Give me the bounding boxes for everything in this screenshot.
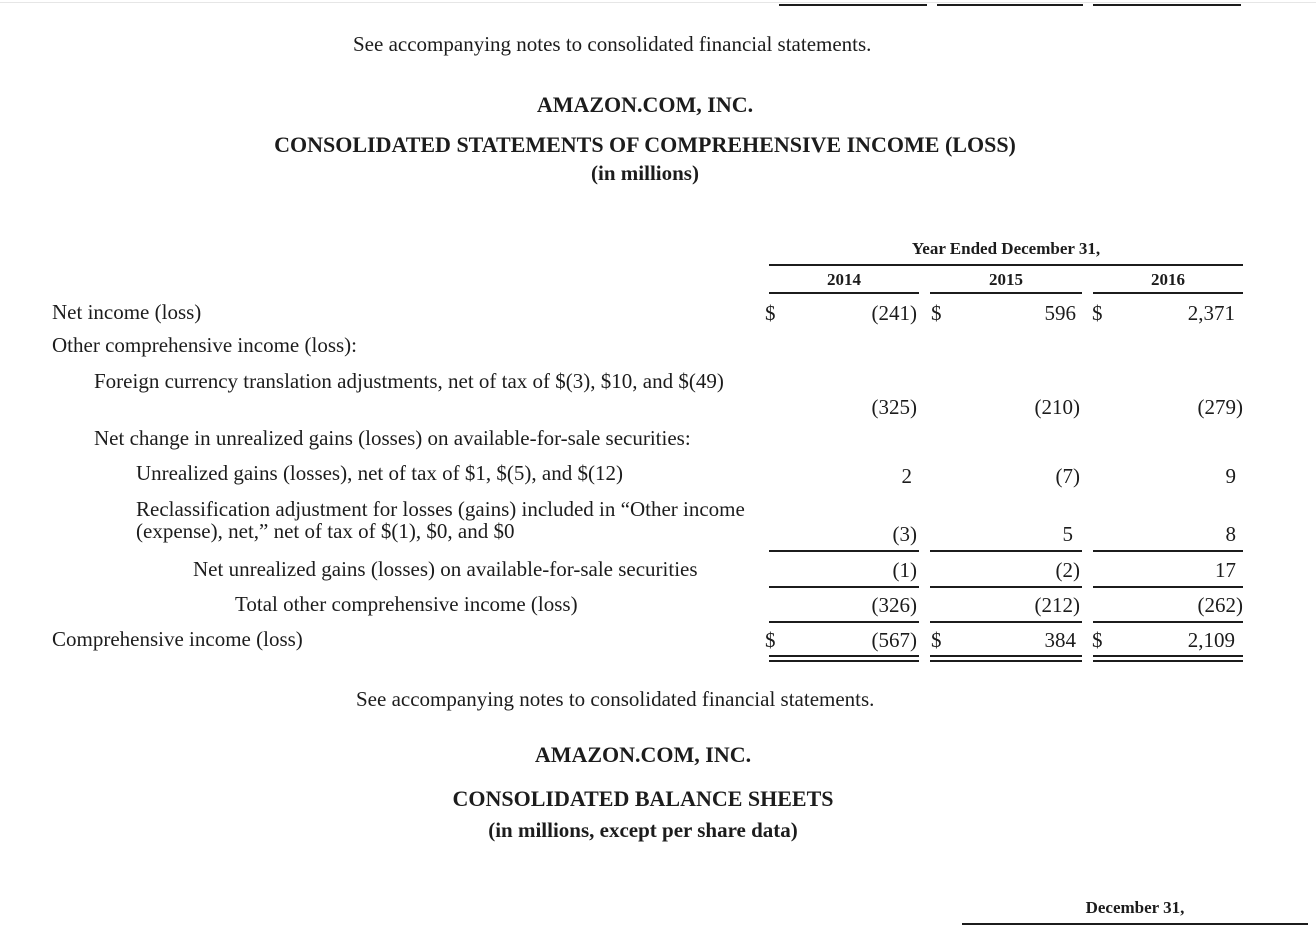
year-header-2014: 2014 bbox=[827, 270, 861, 289]
company-name: AMAZON.COM, INC. bbox=[536, 92, 754, 117]
prev-rule-2014 bbox=[779, 4, 927, 6]
cell-unrealized-gains-2015: (7) bbox=[1055, 464, 1080, 488]
balance-sheet-title: CONSOLIDATED BALANCE SHEETS bbox=[452, 786, 834, 811]
prev-rule-2015 bbox=[937, 4, 1083, 6]
year-rule-2015 bbox=[930, 292, 1082, 294]
subtotal-rule-2015 bbox=[930, 550, 1082, 552]
cell-foreign-currency-2016: (279) bbox=[1197, 395, 1243, 419]
total-rule-2016 bbox=[1093, 586, 1243, 588]
period-header-rule bbox=[769, 264, 1243, 266]
cell-reclassification-2015: 5 bbox=[1062, 522, 1073, 546]
year-rule-2016 bbox=[1093, 292, 1243, 294]
subtotal-rule-2016 bbox=[1093, 550, 1243, 552]
bottom-note: See accompanying notes to consolidated financial statements. bbox=[356, 687, 875, 711]
balance-sheet-units: (in millions, except per share data) bbox=[488, 818, 798, 842]
cell-total-oci-2015: (212) bbox=[1034, 593, 1080, 617]
double-rule-top-2015 bbox=[930, 655, 1082, 657]
cell-total-oci-2016: (262) bbox=[1197, 593, 1243, 617]
row-label-net-change-header: Net change in unrealized gains (losses) on available-for-sale securities: bbox=[94, 426, 691, 450]
total-rule-2015 bbox=[930, 586, 1082, 588]
row-label-reclassification: Reclassification adjustment for losses (gains) included in “Other income (expense), net,” net of tax of $(1), $0, and $0 bbox=[136, 497, 745, 543]
balance-period-rule bbox=[962, 923, 1308, 925]
double-rule-bottom-2014 bbox=[769, 660, 919, 662]
cell-net-unrealized-2014: (1) bbox=[892, 558, 917, 582]
page-top-border bbox=[0, 2, 1316, 3]
cell-comprehensive-income-2015: 384 bbox=[1044, 628, 1076, 652]
double-rule-top-2014 bbox=[769, 655, 919, 657]
balance-period-header: December 31, bbox=[1085, 898, 1185, 917]
period-header: Year Ended December 31, bbox=[911, 239, 1101, 258]
currency-symbol: $ bbox=[765, 301, 776, 325]
statement-units: (in millions) bbox=[591, 161, 699, 185]
row-label-oci-header: Other comprehensive income (loss): bbox=[52, 333, 357, 357]
comp-rule-2014 bbox=[769, 621, 919, 623]
cell-net-unrealized-2016: 17 bbox=[1215, 558, 1236, 582]
cell-unrealized-gains-2014: 2 bbox=[901, 464, 912, 488]
year-header-2015: 2015 bbox=[989, 270, 1023, 289]
row-label-net-unrealized: Net unrealized gains (losses) on available-for-sale securities bbox=[193, 557, 698, 581]
year-header-2016: 2016 bbox=[1151, 270, 1185, 289]
cell-reclassification-2014: (3) bbox=[892, 522, 917, 546]
currency-symbol: $ bbox=[765, 628, 776, 652]
total-rule-2014 bbox=[769, 586, 919, 588]
cell-net-unrealized-2015: (2) bbox=[1055, 558, 1080, 582]
comp-rule-2015 bbox=[930, 621, 1082, 623]
double-rule-bottom-2015 bbox=[930, 660, 1082, 662]
row-label-unrealized-gains: Unrealized gains (losses), net of tax of $1, $(5), and $(12) bbox=[136, 461, 623, 485]
double-rule-top-2016 bbox=[1093, 655, 1243, 657]
cell-comprehensive-income-2016: 2,109 bbox=[1187, 628, 1235, 652]
statement-title: CONSOLIDATED STATEMENTS OF COMPREHENSIVE INCOME (LOSS) bbox=[274, 132, 1016, 157]
year-rule-2014 bbox=[769, 292, 919, 294]
cell-reclassification-2016: 8 bbox=[1225, 522, 1236, 546]
row-label-comprehensive-income: Comprehensive income (loss) bbox=[52, 627, 303, 651]
row-label-net-income: Net income (loss) bbox=[52, 300, 202, 324]
cell-net-income-2015: 596 bbox=[1044, 301, 1076, 325]
prev-rule-2016 bbox=[1093, 4, 1241, 6]
subtotal-rule-2014 bbox=[769, 550, 919, 552]
cell-foreign-currency-2015: (210) bbox=[1034, 395, 1080, 419]
cell-net-income-2016: 2,371 bbox=[1187, 301, 1235, 325]
currency-symbol: $ bbox=[931, 301, 942, 325]
cell-foreign-currency-2014: (325) bbox=[871, 395, 917, 419]
top-note: See accompanying notes to consolidated financial statements. bbox=[353, 32, 872, 56]
cell-net-income-2014: (241) bbox=[871, 301, 917, 325]
double-rule-bottom-2016 bbox=[1093, 660, 1243, 662]
row-label-foreign-currency: Foreign currency translation adjustments, net of tax of $(3), $10, and $(49) bbox=[94, 369, 724, 393]
currency-symbol: $ bbox=[931, 628, 942, 652]
cell-total-oci-2014: (326) bbox=[871, 593, 917, 617]
currency-symbol: $ bbox=[1092, 628, 1103, 652]
currency-symbol: $ bbox=[1092, 301, 1103, 325]
cell-unrealized-gains-2016: 9 bbox=[1225, 464, 1236, 488]
comp-rule-2016 bbox=[1093, 621, 1243, 623]
company-name-2: AMAZON.COM, INC. bbox=[534, 742, 752, 767]
row-label-total-oci: Total other comprehensive income (loss) bbox=[235, 592, 578, 616]
cell-comprehensive-income-2014: (567) bbox=[871, 628, 917, 652]
